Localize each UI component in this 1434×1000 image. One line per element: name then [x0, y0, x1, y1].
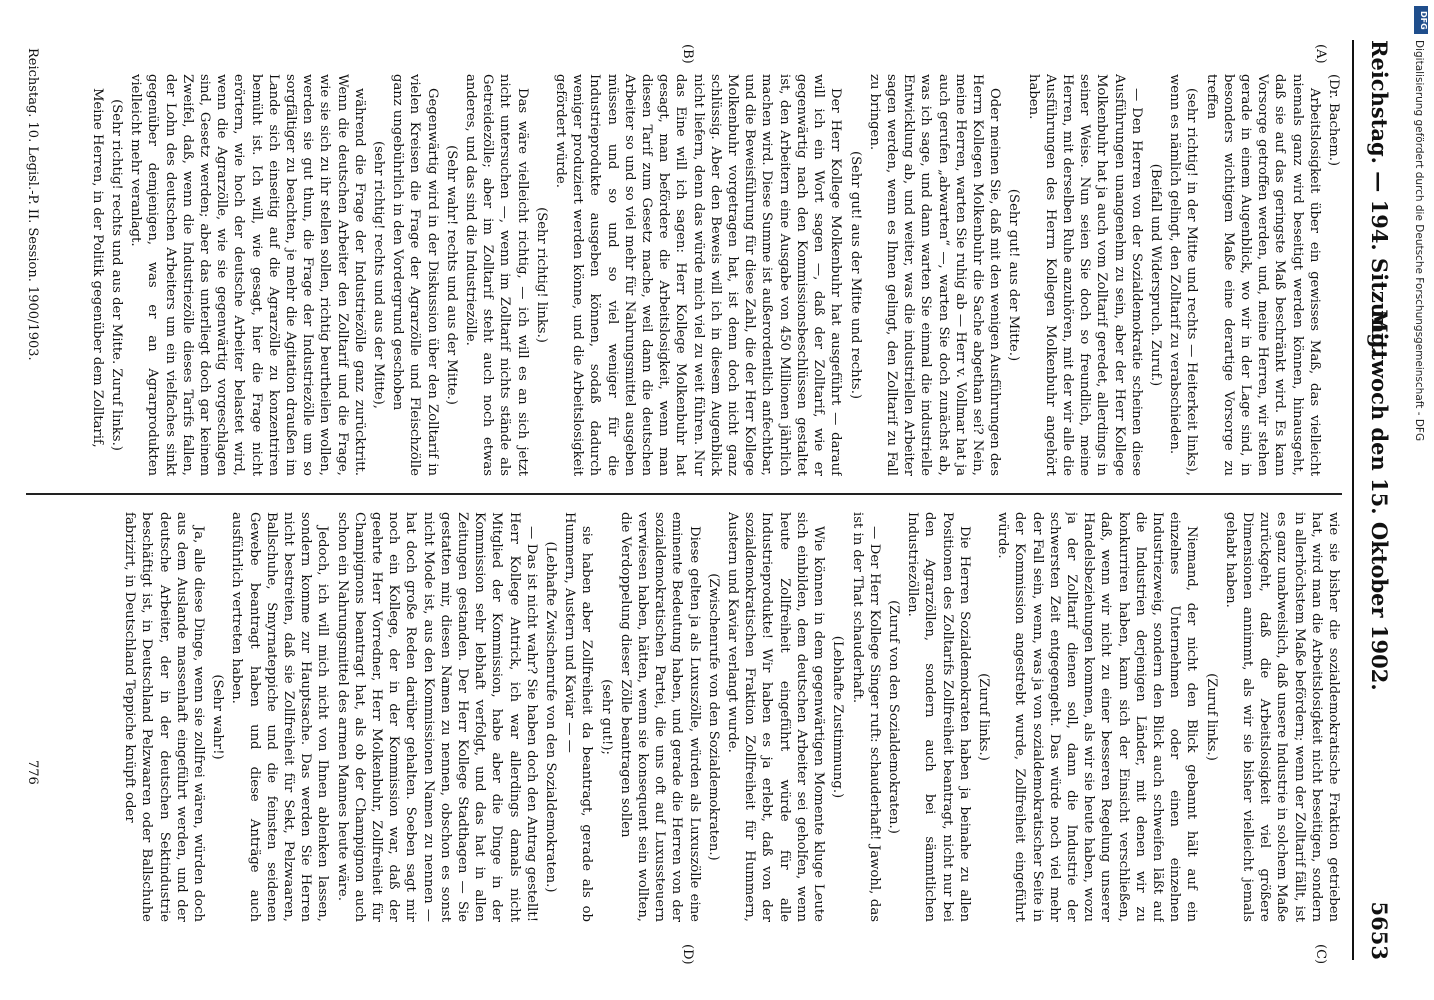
header-left: Reichstag. — 194. Sitzung.	[1367, 40, 1392, 356]
paragraph: (Dr. Bachem.)	[1326, 74, 1341, 167]
paragraph: (Lebhafte Zustimmung.)	[830, 635, 846, 799]
paragraph: (Sehr richtig! links.)	[533, 207, 549, 343]
paragraph: Diese gelten ja als Luxuszölle, würden als Luxuszölle eine eminente Bedeutung haben, und gerade die Herren von der sozialdemokratischen Partei, die uns oft auf Luxussteuern verwiesen haben, hätten, wenn sie konsequent sein wollten, die Verdoppelung dieser Zölle beantragen sollen	[617, 512, 702, 922]
paragraph: Die Herren Sozialdemokraten haben ja beinahe zu allen Positionen des Zolltarifs Zollfreiheit beantragt, nicht nur bei den Agrarzöllen, sondern auch bei sämmtlichen Industriezöllen.	[905, 512, 972, 922]
paragraph: wie sie bisher die sozialdemokratische Fraktion getrieben hat, wird man die Arbeitslosigkeit nicht beseitigen, sondern in allerhöchstem Maße befördern; wenn der Zolltarif fällt, ist es ganz unabweislich, daß unsere Industrie in solchem Maße zurückgeht, daß die Arbeitslosigkeit viel größere Dimensionen annimmt, als wir sie bisher vielleicht jemals gehabt haben.	[1222, 512, 1341, 922]
dfg-logo: DFG	[1414, 6, 1428, 34]
paragraph: Wie können in dem gegenwärtigen Momente kluge Leute sich einbilden, dem deutschen Arbeiter sei geholfen, wenn heute Zollfreiheit eingeführt würde für alle Industrieprodukte! Wir haben es ja erlebt, daß von der sozialdemokratischen Fraktion Zollfreiheit für Hummern, Austern und Kaviar verlangt wurde.	[725, 512, 827, 922]
paragraph: Oder meinen Sie, daß mit den wenigen Ausführungen des Herrn Kollegen Molkenbuhr die Sache abgethan sei? Nein, meine Herren, warten Sie ruhig ab — Herr v. Vollmar hat ja auch gerufen „abwarten“ —, warten Sie doch zunächst ab, was ich sage, und dann warten Sie einmal die industrielle Entwicklung ab, und weiter, was die industriellen Arbeiter sagen werden, wenn es Ihnen gelingt, den Zolltarif zu Fall zu bringen.	[866, 74, 1003, 476]
margin-marker-a: (A)	[1313, 44, 1328, 64]
paragraph: (Sehr gut! aus der Mitte.)	[1006, 188, 1022, 362]
header-date: Mittwoch den 15. Oktober 1902.	[1367, 309, 1392, 691]
sheet-number: 776	[25, 760, 40, 785]
paragraph: (sehr richtig! in der Mitte und rechts — Heiterkeit links), wenn es nämlich gelingt, den Zolltarif zu verabschieden.	[1167, 74, 1200, 476]
paragraph: — Das ist nicht wahr? Sie haben doch den Antrag gestellt! Herr Kollege Antrick, ich war allerdings damals nicht Mitglied der Kommission, habe aber die Dinge in der Kommission sehr lebhaft verfolgt, und das hat in allen Zeitungen gestanden. Der Herr Kollege Stadthagen — Sie gestatten mir, diesen Namen zu nennen, obschon es sonst nicht Mode ist, aus den Kommissionen Namen zu nennen — hat doch große Reden darüber gehalten. Soeben sagt mir noch ein Kollege, der in der Kommission war, daß der geehrte Herr Vorredner, Herr Molkenbuhr, Zollfreiheit für Champignons beantragt hat, als ob der Champignon auch schon ein Nahrungsmittel des armen Mannes heute wäre.	[334, 512, 539, 922]
page-header	[1354, 40, 1402, 960]
paragraph: Niemand, der nicht den Blick gebannt hält auf ein einzelnes Unternehmen oder einen einzelnen Industriezweig, sondern den Blick auch schweifen läßt auf die Industrien derjenigen Länder, mit denen wir zu konkurriren haben, kann sich der Einsicht verschließen, daß, wenn wir nicht zu einer besseren Regelung unserer Handelsbeziehungen kommen, als wir sie heute haben, wozu ja der Zolltarif dienen soll, dann die Industrie der schwersten Zeit entgegengeht. Das würde noch viel mehr der Fall sein, wenn, was ja von sozialdemokratischer Seite in der Kommission angestrebt wurde, Zollfreiheit eingeführt würde.	[995, 512, 1200, 922]
left-column	[26, 74, 1342, 476]
paragraph: (Lebhafte Zwischenrufe von den Sozialdemokraten.)	[543, 541, 559, 893]
paragraph: (Zuruf links.)	[975, 673, 991, 761]
paragraph: (Sehr wahr! rechts und aus der Mitte.)	[443, 145, 459, 405]
digitization-text: Digitalisierung gefördert durch die Deutsche Forschungsgemeinschaft - DFG	[1413, 40, 1425, 442]
paragraph: Das wäre vielleicht richtig, — ich will es an sich jetzt nicht untersuchen —, wenn im Zolltarif nichts stände als Getreidezölle; aber im Zolltarif steht auch noch etwas anderes, und das sind die Industriezölle.	[463, 74, 530, 476]
paragraph: (sehr richtig! rechts und aus der Mitte),	[371, 141, 387, 409]
paragraph: — Den Herren von der Sozialdemokratie scheinen diese Ausführungen unangenehm zu sein, aber der Herr Kollege Molkenbuhr hat ja auch vom Zolltarif geredet, allerdings in seiner Weise. Nun seien Sie doch so freundlich, meine Herren, mit derselben Ruhe anzuhören, mit der wir alle die Ausführungen des Herrn Kollegen Molkenbuhr angehört haben.	[1025, 74, 1144, 476]
margin-marker-d: (D)	[680, 944, 695, 965]
margin-marker-c: (C)	[1313, 944, 1328, 965]
paragraph: (Sehr gut! aus der Mitte und rechts.)	[847, 150, 863, 400]
paragraph: (Zuruf von den Sozialdemokraten.)	[885, 600, 901, 834]
digitization-note	[1410, 0, 1432, 1000]
paragraph: (Beifall und Widerspruch. Zuruf.)	[1147, 163, 1163, 387]
right-column	[26, 512, 1342, 922]
paragraph: — Der Herr Kollege Singer ruft: schauderhaft! Jawohl, das ist in der That schauderhaft.	[849, 512, 882, 922]
paragraph: (Zwischenrufe von den Sozialdemokraten.)	[705, 573, 721, 861]
header-page-number: 5653	[1367, 901, 1392, 960]
paragraph: (Sehr richtig! rechts und aus der Mitte. Zuruf links.)	[108, 99, 124, 451]
paragraph: Gegenwärtig wird in der Diskussion über den Zolltarif in vielen Kreisen die Frage der Agrarzölle und Fleischzölle ganz ungebührlich in den Vordergrund geschoben	[390, 74, 440, 476]
margin-marker-b: (B)	[680, 44, 695, 64]
paragraph: Meine Herren, in der Politik gegenüber dem Zolltarif,	[89, 88, 105, 448]
session-footer: Reichstag. 10. Legisl.-P. II. Session. 1900/1903.	[25, 48, 40, 361]
paragraph: Der Herr Kollege Molkenbuhr hat ausgeführt — darauf will ich ein Wort sagen —, daß der Zolltarif, wie er gegenwärtig nach den Kommissionsbeschlüssen gestaltet ist, den Arbeitern eine Ausgabe von 450 Millionen jährlich machen wird. Diese Summe ist außerordentlich anfechtbar, und die Beweisführung für diese Zahl, die der Herr Kollege Molkenbuhr vorgetragen hat, ist denn doch nicht ganz schlüssig. Aber den Beweis will ich in diesem Augenblick nicht liefern, denn das würde mich viel zu weit führen. Nur das Eine will ich sagen: Herr Kollege Molkenbuhr hat gesagt, man befördere die Arbeitslosigkeit, wenn man diesen Tarif zum Gesetz mache, weil dann die deutschen Arbeiter so und so viel mehr für Nahrungsmittel ausgeben müssen und so und so viel weniger für die Industrieprodukte ausgeben können, sodaß dadurch weniger produziert werden könne, und die Arbeitslosigkeit gefördert würde.	[553, 74, 844, 476]
column-divider	[26, 493, 1342, 495]
paragraph: (Sehr wahr!)	[210, 674, 226, 760]
paragraph: (sehr gut!);	[598, 679, 614, 755]
header-rule	[1352, 40, 1354, 960]
paragraph: sie haben aber Zollfreiheit da beantragt, gerade als ob Hummern, Austern und Kaviar — —	[562, 512, 595, 922]
paragraph: Ja, alle diese Dinge, wenn sie zollfrei wären, würden doch aus dem Auslande massenhaft eingeführt werden, und der deutsche Arbeiter, der in der deutschen Sektindustrie beschäftigt ist, in Deutschland Pelzwaaren oder Ballschuhe fabrizirt, in Deutschland Teppiche knüpft oder	[122, 512, 206, 922]
paragraph: während die Frage der Industriezölle ganz zurücktritt. Wenn die deutschen Arbeiter den Zolltarif und die Frage, wie sie sich zu ihr stellen sollen, richtig beurtheilen wollen, werden sie gut thun, die Frage der Industriezölle um so sorgfältiger zu beachten, je mehr die Agitation draußen im Lande sich einseitig auf die Agrarzölle zu konzentriren bemüht ist. Ich will, wie gesagt, hier die Frage nicht erörtern, wie hoch der deutsche Arbeiter belastet wird, wenn die Agrarzölle, wie sie gegenwärtig vorgeschlagen sind, Gesetz werden; aber das unterliegt doch gar keinem Zweifel, daß, wenn die Industriezölle dieses Tarifs fallen, der Lohn des deutschen Arbeiters um ein vielfaches sinkt gegenüber demjenigen, was er an Agrarprodukten vielleicht mehr veranlagt.	[128, 74, 367, 476]
paragraph: (Zuruf links.)	[1203, 673, 1219, 761]
paragraph: Arbeitslosigkeit über ein gewisses Maß, das vielleicht niemals ganz wird beseitigt werden können, hinausgeht, daß sie auf das geringste Maß beschränkt wird. Es kann Vorsorge getroffen werden, und, meine Herren, wir stehen gerade in einem Augenblick, wo wir in der Lage sind, in besonders wichtigem Maße eine derartige Vorsorge zu treffen	[1203, 74, 1322, 476]
paragraph: Jedoch, ich will mich nicht von Ihnen ablenken lassen, sondern komme zur Hauptsache. Das werden Sie Herren nicht bestreiten, daß sie Zollfreiheit für Sekt, Pelzwaaren, Ballschuhe, Smyrnateppiche und die feinsten seidenen Gewebe beantragt haben und diese Anträge auch ausführlich vertreten haben.	[229, 512, 331, 922]
